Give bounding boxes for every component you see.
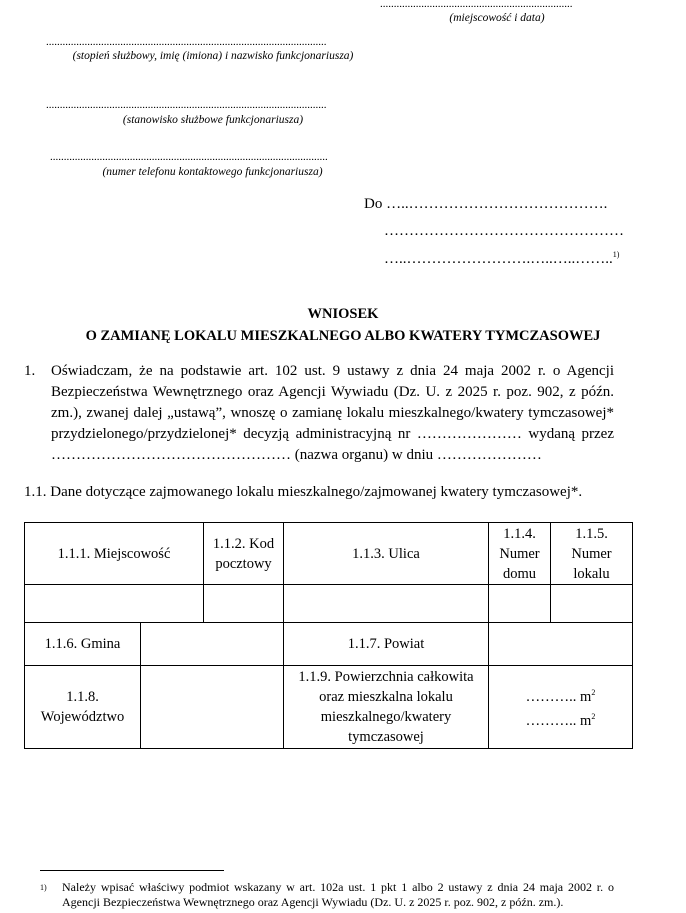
document-title-line-2: O ZAMIANĘ LOKALU MIESZKALNEGO ALBO KWATERY TYMCZASOWEJ [85, 328, 601, 344]
powiat-label: 1.1.7. Powiat [284, 623, 489, 666]
header-house-number: 1.1.4. Numer domu [489, 523, 551, 585]
officer-phone-dots[interactable]: ..................................................................................................... [50, 151, 328, 163]
house-number-cell[interactable] [489, 585, 551, 623]
section-1-text: Oświadczam, że na podstawie art. 102 ust. 9 ustawy z dnia 24 maja 2002 r. o Agencji Bezpieczeństwa Wewnętrznego oraz Agencji Wywiadu (Dz. U. z 2025 r. poz. 902, z późn. zm.), zwanej dalej „ustawą”, wnoszę o zamianę lokalu mieszkalnego/kwatery tymczasowej* przydzielonego/przydzielonej* decyzją administracyjną nr ………………… wydaną przez ………………………………………… (nazwa organu) w dniu ………………… [51, 363, 614, 463]
gmina-label: 1.1.6. Gmina [25, 623, 141, 666]
addressee-line-3-wrap [384, 250, 619, 268]
officer-name-caption: (stopień służbowy, imię (imiona) i nazwisko funkcjonariusza) [72, 50, 354, 62]
officer-name-dots[interactable]: ...................................................................................................... [46, 36, 327, 48]
document-title-line-1: WNIOSEK [307, 306, 379, 322]
addressee-do-label: Do [364, 196, 383, 212]
place-date-dots[interactable]: ...................................................................... [380, 0, 573, 10]
officer-position-caption: (stanowisko służbowe funkcjonariusza) [122, 114, 304, 126]
section-1-number: 1. [24, 363, 36, 379]
officer-position-dots[interactable]: ...................................................................................................... [46, 99, 327, 111]
area-values-cell[interactable] [489, 666, 633, 749]
addressee-line-3[interactable]: …..…………………….…..…..…….. [384, 251, 613, 267]
addressee-footnote-mark: 1) [612, 250, 620, 259]
powiat-cell[interactable] [489, 623, 633, 666]
locality-cell[interactable] [25, 585, 204, 623]
footnote-separator [40, 870, 224, 871]
wojewodztwo-cell[interactable] [141, 666, 284, 749]
area-total[interactable]: ……….. $m^2$ [525, 688, 596, 705]
header-postal-code: 1.1.2. Kod pocztowy [204, 523, 284, 585]
header-street: 1.1.3. Ulica [284, 523, 489, 585]
street-cell[interactable] [284, 585, 489, 623]
section-1-1-text: 1.1. Dane dotyczące zajmowanego lokalu mieszkalnego/zajmowanej kwatery tymczasowej*. [24, 484, 583, 500]
addressee-block [364, 196, 607, 213]
addressee-line-2[interactable]: ………………………………………… [384, 223, 624, 239]
wojewodztwo-label: 1.1.8. Województwo [25, 666, 141, 749]
area-label: 1.1.9. Powierzchnia całkowita oraz mieszkalna lokalu mieszkalnego/kwatery tymczasowej [284, 666, 489, 749]
footnote-mark: 1) [40, 883, 47, 892]
addressee-line-1[interactable]: …..…………………………………. [386, 196, 608, 212]
header-flat-number: 1.1.5. Numer lokalu [551, 523, 633, 585]
footnote-text: Należy wpisać właściwy podmiot wskazany w art. 102a ust. 1 pkt 1 albo 2 ustawy z dnia 24 maja 2002 r. o Agencji Bezpieczeństwa Wewnętrznego oraz Agencji Wywiadu (Dz. U. z 2025 r. poz. 902, z późn. zm.). [62, 880, 614, 909]
place-date-caption: (miejscowość i data) [449, 12, 545, 24]
postal-code-cell[interactable] [204, 585, 284, 623]
flat-number-cell[interactable] [551, 585, 633, 623]
property-data-table [24, 522, 633, 749]
officer-phone-caption: (numer telefonu kontaktowego funkcjonariusza) [102, 166, 323, 178]
header-locality: 1.1.1. Miejscowość [25, 523, 204, 585]
area-living[interactable]: ……….. $m^2$ [525, 712, 596, 729]
gmina-cell[interactable] [141, 623, 284, 666]
